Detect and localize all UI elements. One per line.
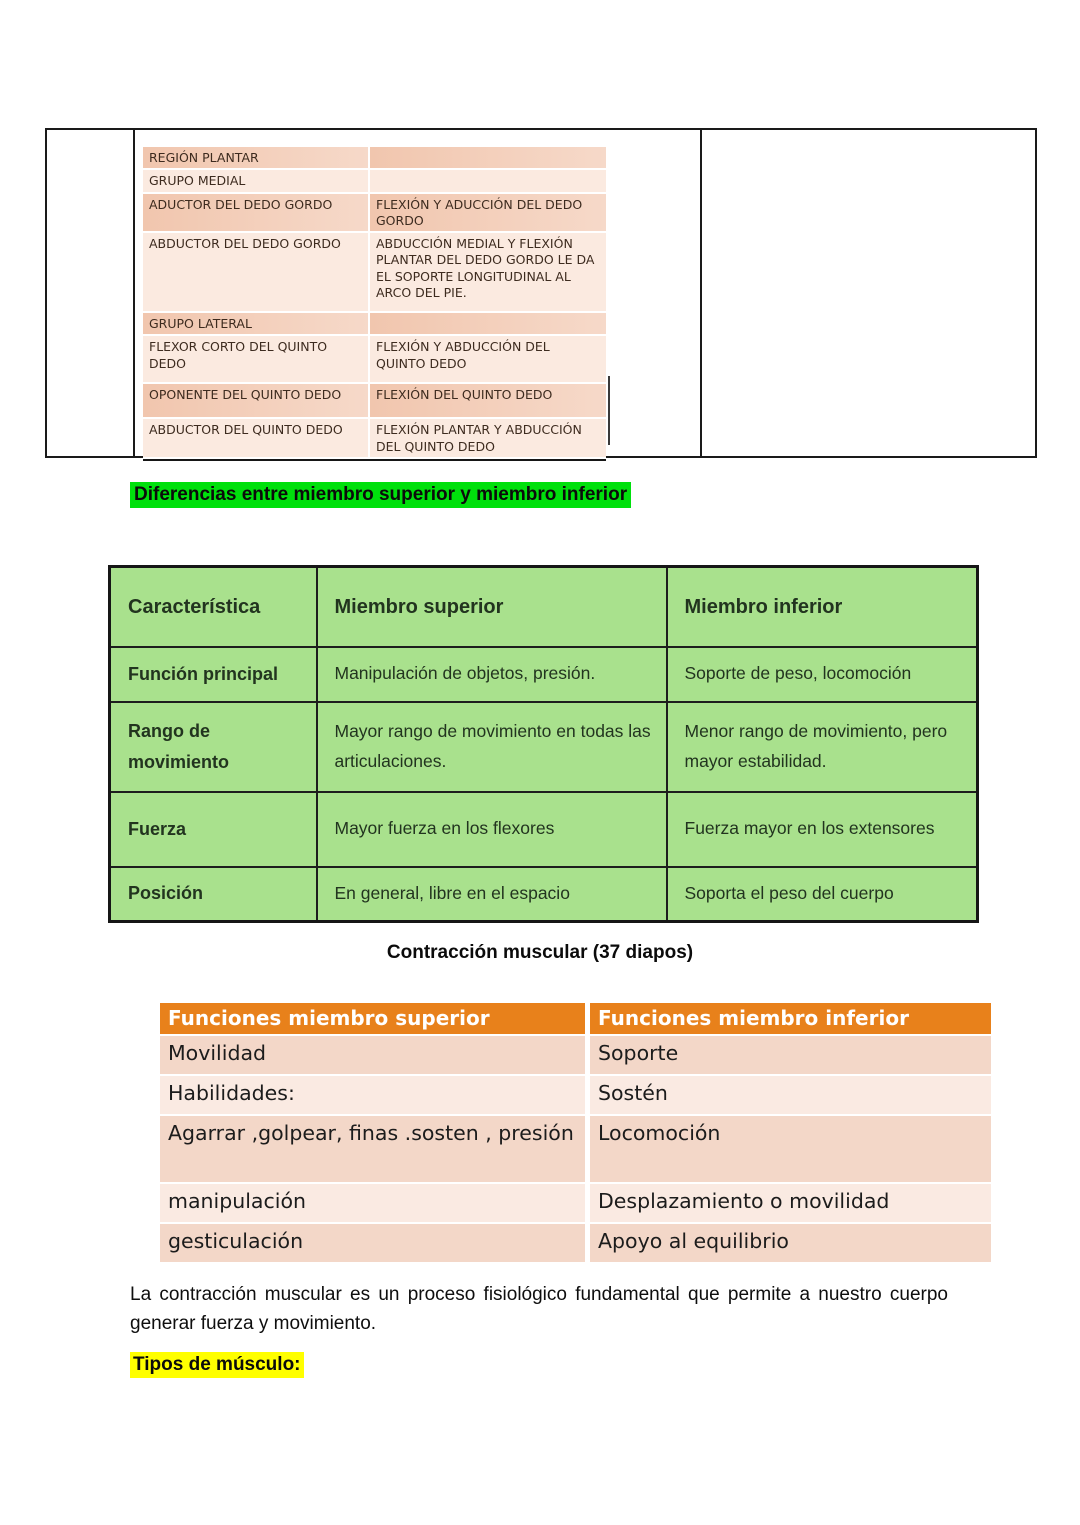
upper-limb-cell: Manipulación de objetos, presión.	[317, 647, 667, 702]
muscle-cell: OPONENTE DEL QUINTO DEDO	[143, 384, 370, 419]
table-column-divider	[700, 130, 702, 456]
table-row	[143, 336, 606, 384]
upper-function-cell: gesticulación	[160, 1224, 590, 1264]
feature-cell: Rango de movimiento	[110, 702, 317, 792]
table-row	[160, 1076, 991, 1116]
lower-limb-cell: Menor rango de movimiento, pero mayor estabilidad.	[667, 702, 978, 792]
table-header-row	[160, 1003, 991, 1036]
table-row	[143, 233, 606, 313]
muscle-cell: FLEXOR CORTO DEL QUINTO DEDO	[143, 336, 370, 384]
header-cell: Característica	[110, 567, 317, 647]
contraction-paragraph: La contracción muscular es un proceso fisiológico fundamental que permite a nuestro cuerpo generar fuerza y movimiento.	[130, 1284, 948, 1334]
lower-function-cell: Soporte	[590, 1036, 991, 1076]
muscle-cell: GRUPO MEDIAL	[143, 170, 370, 193]
table-row	[143, 313, 606, 336]
slide-crop-edge	[608, 376, 610, 445]
table-row	[110, 702, 978, 792]
lower-function-cell: Desplazamiento o movilidad	[590, 1184, 991, 1224]
limb-functions-table	[160, 1003, 991, 1264]
lower-limb-cell: Soporta el peso del cuerpo	[667, 867, 978, 922]
table-row	[110, 867, 978, 922]
action-cell: FLEXIÓN Y ABDUCCIÓN DEL QUINTO DEDO	[370, 336, 606, 384]
upper-limb-cell: En general, libre en el espacio	[317, 867, 667, 922]
upper-function-cell: Agarrar ,golpear, finas .sosten , presión	[160, 1116, 590, 1184]
lower-function-cell: Locomoción	[590, 1116, 991, 1184]
muscle-cell: ABDUCTOR DEL QUINTO DEDO	[143, 419, 370, 459]
upper-limb-cell: Mayor rango de movimiento en todas las articulaciones.	[317, 702, 667, 792]
feature-cell: Posición	[110, 867, 317, 922]
plantar-muscles-table	[143, 147, 606, 461]
header-cell: Funciones miembro inferior	[590, 1003, 991, 1036]
header-cell: Miembro superior	[317, 567, 667, 647]
upper-limb-cell: Mayor fuerza en los flexores	[317, 792, 667, 867]
table-row	[110, 647, 978, 702]
action-cell	[370, 170, 606, 193]
action-cell	[370, 313, 606, 336]
table-row	[160, 1224, 991, 1264]
upper-function-cell: Habilidades:	[160, 1076, 590, 1116]
lower-function-cell: Apoyo al equilibrio	[590, 1224, 991, 1264]
action-cell: FLEXIÓN PLANTAR Y ABDUCCIÓN DEL QUINTO DEDO	[370, 419, 606, 459]
table-row	[143, 170, 606, 193]
muscle-cell: GRUPO LATERAL	[143, 313, 370, 336]
upper-function-cell: manipulación	[160, 1184, 590, 1224]
table-row	[110, 792, 978, 867]
header-cell: Funciones miembro superior	[160, 1003, 590, 1036]
table-row	[160, 1116, 991, 1184]
feature-cell: Fuerza	[110, 792, 317, 867]
lower-limb-cell: Fuerza mayor en los extensores	[667, 792, 978, 867]
table-row	[160, 1184, 991, 1224]
table-row	[143, 194, 606, 234]
muscle-cell: ABDUCTOR DEL DEDO GORDO	[143, 233, 370, 313]
upper-function-cell: Movilidad	[160, 1036, 590, 1076]
action-cell: ABDUCCIÓN MEDIAL Y FLEXIÓN PLANTAR DEL DEDO GORDO LE DA EL SOPORTE LONGITUDINAL AL ARCO DEL PIE.	[370, 233, 606, 313]
lower-function-cell: Sostén	[590, 1076, 991, 1116]
contraction-subtitle: Contracción muscular (37 diapos)	[386, 942, 694, 963]
table-row	[143, 147, 606, 170]
muscle-cell: REGIÓN PLANTAR	[143, 147, 370, 170]
feature-cell: Función principal	[110, 647, 317, 702]
muscle-types-heading: Tipos de músculo:	[130, 1352, 304, 1378]
table-row	[160, 1036, 991, 1076]
table-row	[143, 419, 606, 459]
muscle-cell: ADUCTOR DEL DEDO GORDO	[143, 194, 370, 234]
action-cell	[370, 147, 606, 170]
differences-heading: Diferencias entre miembro superior y miembro inferior	[130, 482, 631, 508]
action-cell: FLEXIÓN DEL QUINTO DEDO	[370, 384, 606, 419]
table-header-row	[110, 567, 978, 647]
limb-comparison-table	[108, 565, 979, 923]
table-row	[143, 384, 606, 419]
action-cell: FLEXIÓN Y ADUCCIÓN DEL DEDO GORDO	[370, 194, 606, 234]
header-cell: Miembro inferior	[667, 567, 978, 647]
lower-limb-cell: Soporte de peso, locomoción	[667, 647, 978, 702]
table-column-divider	[133, 130, 135, 456]
